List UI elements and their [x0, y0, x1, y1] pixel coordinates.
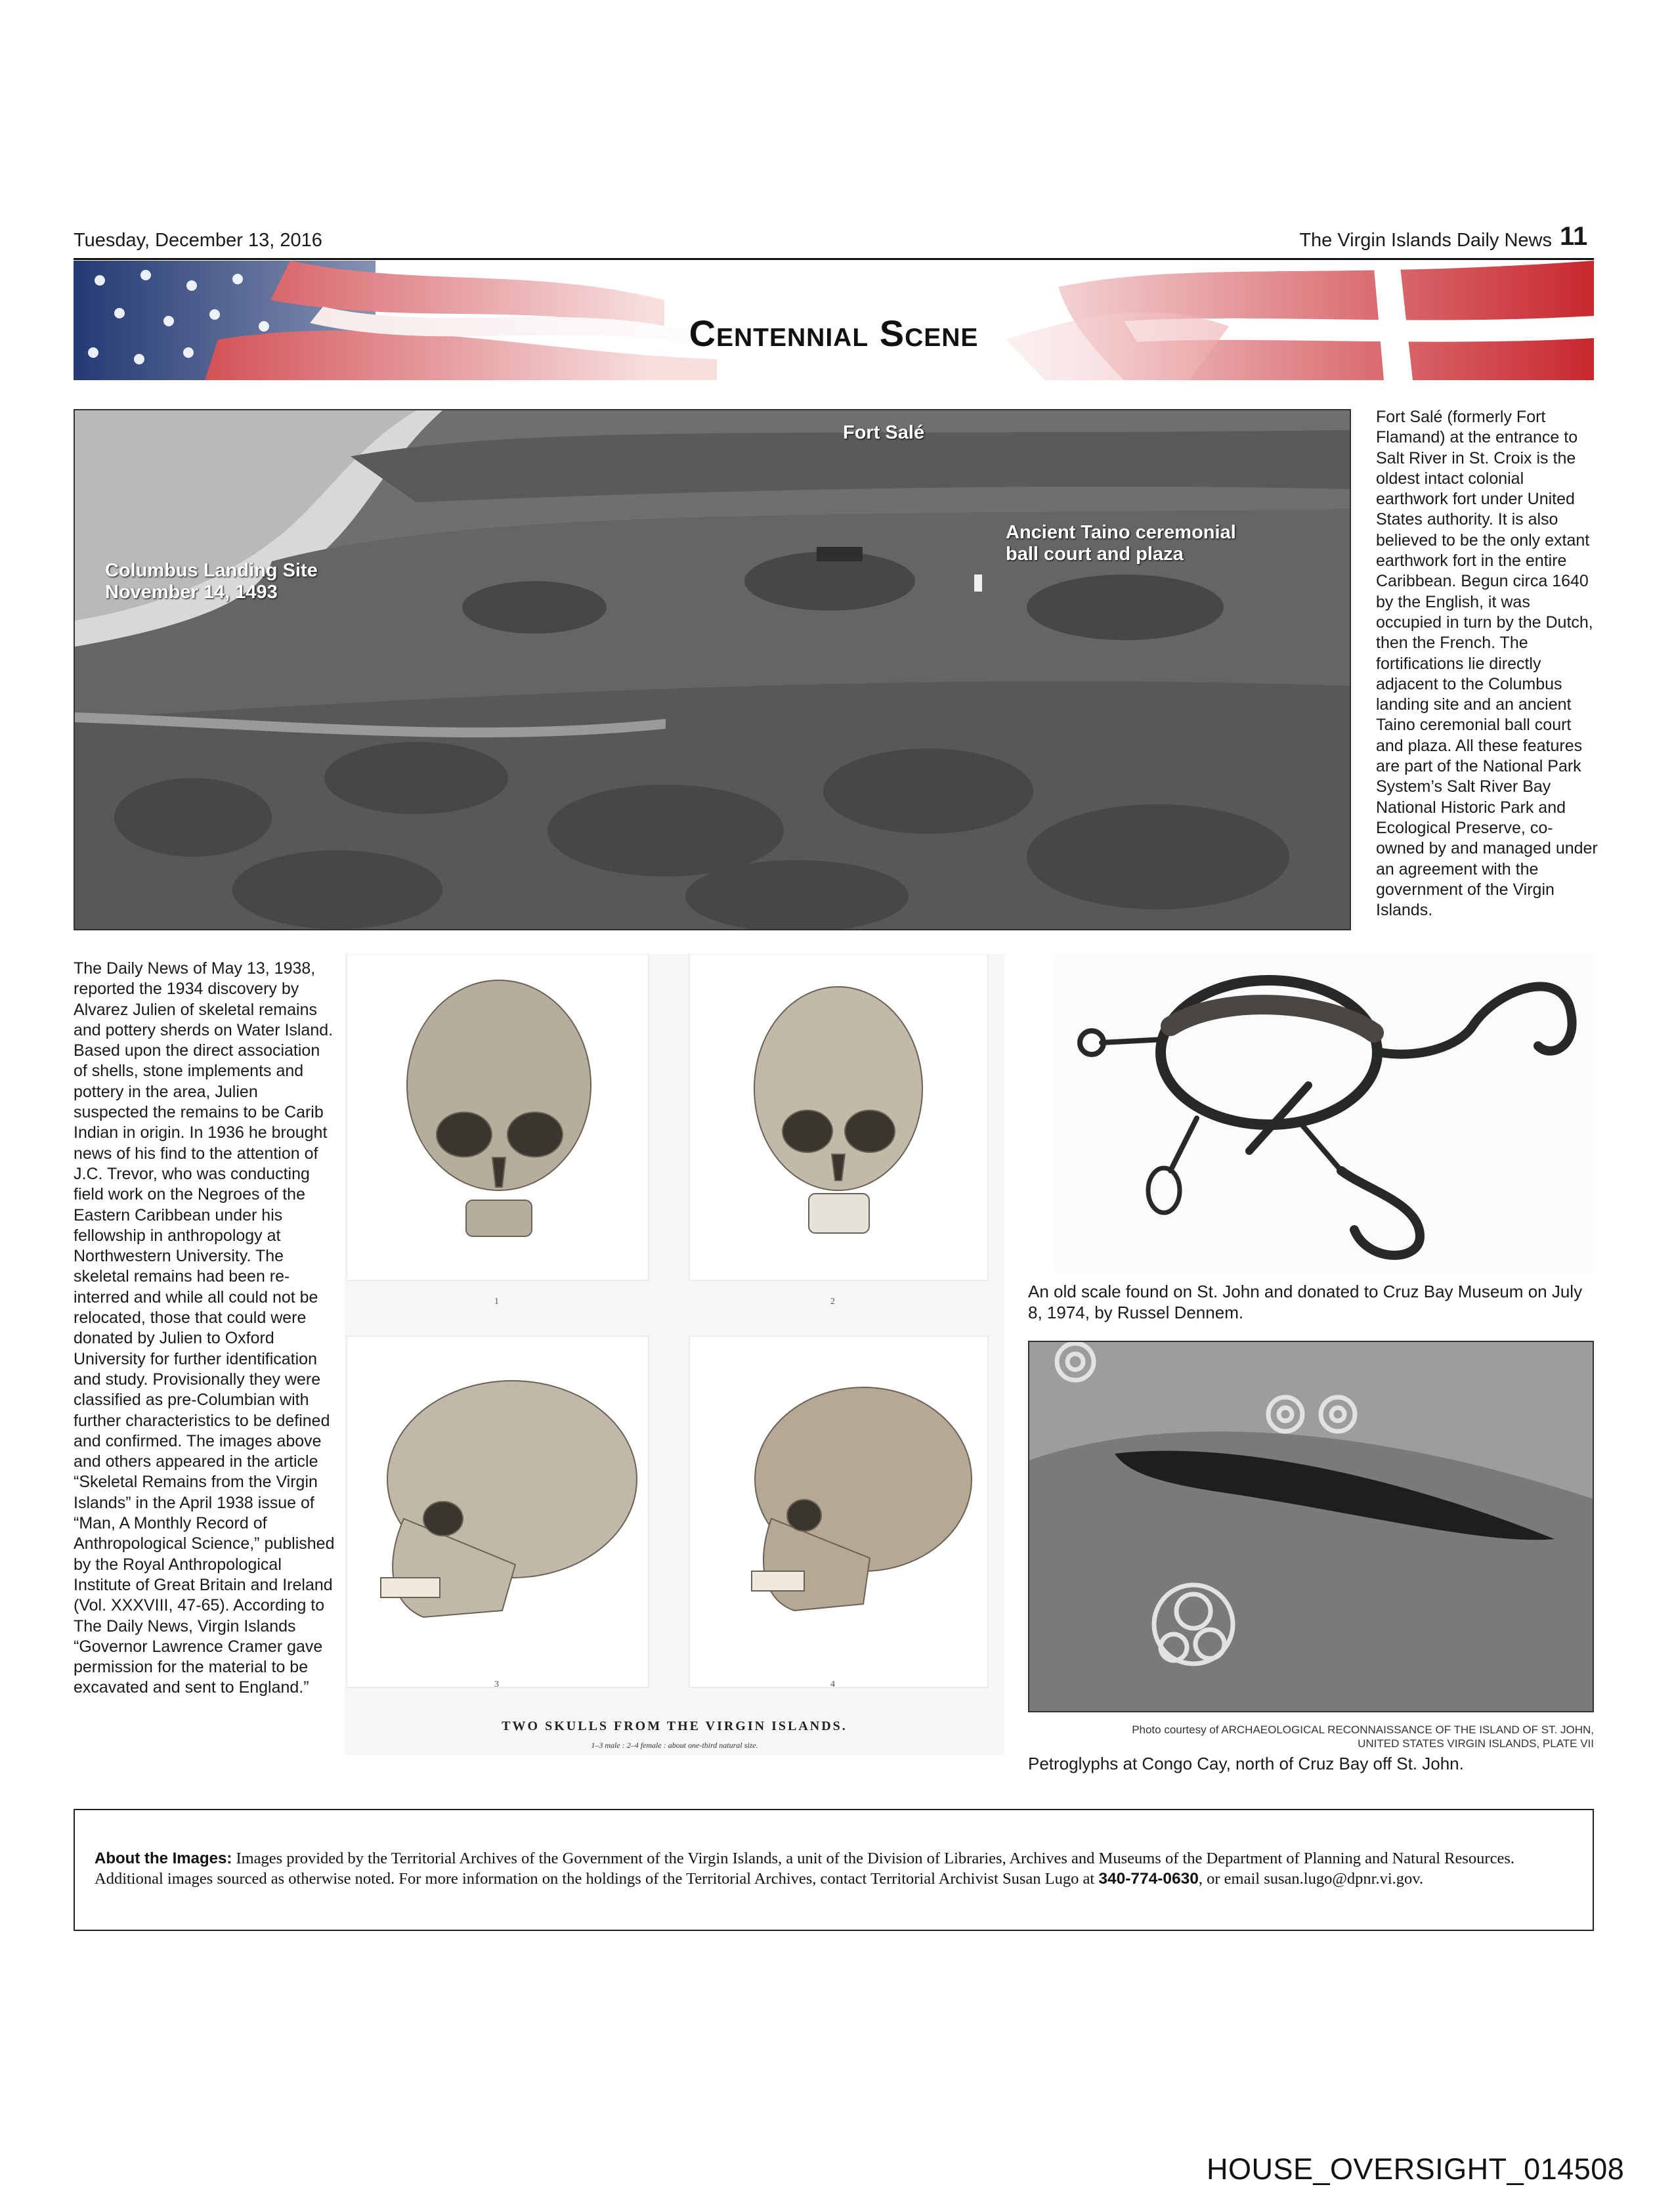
- page-number: 11: [1560, 222, 1588, 251]
- about-images-body: Images provided by the Territorial Archives of the Government of the Virgin Islands, a unit of the Division of Libraries, Archives and Museums of the Department of Planning and Natural Resources. Additional images sourced as otherwise noted. For more information on the holdings of the Territorial Archives, contact Territorial Archivist Susan Lugo at: [95, 1850, 1514, 1888]
- credit-line-1: Photo courtesy of ARCHAEOLOGICAL RECONNAISSANCE OF THE ISLAND OF ST. JOHN,: [1132, 1724, 1594, 1736]
- petroglyph-photo-credit: [1028, 1723, 1594, 1750]
- label-landing-site-line2: November 14, 1493: [105, 582, 278, 603]
- petroglyph-rock-illustration: [1029, 1342, 1594, 1712]
- section-banner: [74, 261, 1594, 380]
- aerial-landscape-illustration: [75, 410, 1351, 930]
- banner-title: Centennial Scene: [689, 313, 979, 354]
- scale-caption: An old scale found on St. John and donated to Cruz Bay Museum on July 8, 1974, by Russel Dennem.: [1028, 1282, 1583, 1322]
- label-ball-court-line2: ball court and plaza: [1006, 544, 1184, 565]
- bates-number: HOUSE_OVERSIGHT_014508: [1207, 2152, 1625, 2186]
- aerial-photo-fort-sale: [74, 409, 1351, 930]
- skull-plate-figure: [345, 954, 1004, 1755]
- label-landing-site-line1: Columbus Landing Site: [105, 560, 318, 581]
- old-scale-photo: [1052, 954, 1593, 1272]
- plate-number-3: 3: [494, 1680, 499, 1689]
- plate-number-1: 1: [494, 1297, 499, 1307]
- plate-number-4: 4: [830, 1680, 835, 1689]
- header-rule: [74, 258, 1594, 260]
- about-images-box: [74, 1809, 1594, 1931]
- daily-news-article: The Daily News of May 13, 1938, reported the 1934 discovery by Alvarez Julien of skeletal remains and pottery sherds on Water Island. Based upon the direct association of shells, stone implements and pottery in the area, Julien suspected the remains to be Carib Indian in origin. In 1936 he brought news of his find to the attention of J.C. Trevor, who was conducting field work on the Negroes of the Eastern Caribbean under his fellowship in anthropology at Northwestern University. The skeletal remains had been re-interred and while all could not be relocated, those that could were donated by Julien to Oxford University for further identification and study. Provisionally they were classified as pre-Columbian with further characteristics to be defined and confirmed. The images above and others appeared in the article “Skeletal Remains from the Virgin Islands” in the April 1938 issue of “Man, A Monthly Record of Anthropological Science,” published by the Royal Anthropological Institute of Great Britain and Ireland (Vol. XXXVIII, 47-65). According to The Daily News, Virgin Islands “Governor Lawrence Cramer gave permission for the material to be excavated and sent to England.”: [74, 959, 335, 1697]
- newspaper-name: The Virgin Islands Daily News: [1299, 230, 1552, 251]
- scale-illustration: [1052, 954, 1593, 1272]
- about-images-text: [95, 1848, 1573, 1889]
- about-images-email: , or email susan.lugo@dpnr.vi.gov.: [1198, 1870, 1424, 1888]
- petroglyph-caption: Petroglyphs at Congo Cay, north of Cruz Bay off St. John.: [1028, 1754, 1464, 1773]
- skull-photographs: [345, 954, 1004, 1716]
- label-fort-sale: Fort Salé: [843, 422, 925, 443]
- archives-phone-number: 340-774-0630: [1098, 1870, 1199, 1888]
- skull-plate-caption: TWO SKULLS FROM THE VIRGIN ISLANDS.: [502, 1719, 848, 1733]
- about-images-lead: About the Images:: [95, 1850, 232, 1867]
- label-ball-court-line1: Ancient Taino ceremonial: [1006, 522, 1236, 543]
- petroglyph-photo: [1028, 1341, 1594, 1712]
- credit-line-2: UNITED STATES VIRGIN ISLANDS, PLATE VII: [1358, 1737, 1594, 1750]
- fort-sale-description: Fort Salé (formerly Fort Flamand) at the entrance to Salt River in St. Croix is the oldest intact colonial earthwork fort under United States authority. It is also believed to be the only extant earthwork fort in the entire Caribbean. Begun circa 1640 by the English, it was occupied in turn by the Dutch, then the French. The fortifications lie directly adjacent to the Columbus landing site and an ancient Taino ceremonial ball court and plaza. All these features are part of the National Park System’s Salt River Bay National Historic Park and Ecological Preserve, co-owned by and managed under an agreement with the government of the Virgin Islands.: [1376, 408, 1598, 920]
- issue-date: Tuesday, December 13, 2016: [74, 230, 322, 251]
- plate-number-2: 2: [830, 1297, 835, 1307]
- skull-plate-subcaption: 1–3 male : 2–4 female : about one-third natural size.: [591, 1741, 758, 1750]
